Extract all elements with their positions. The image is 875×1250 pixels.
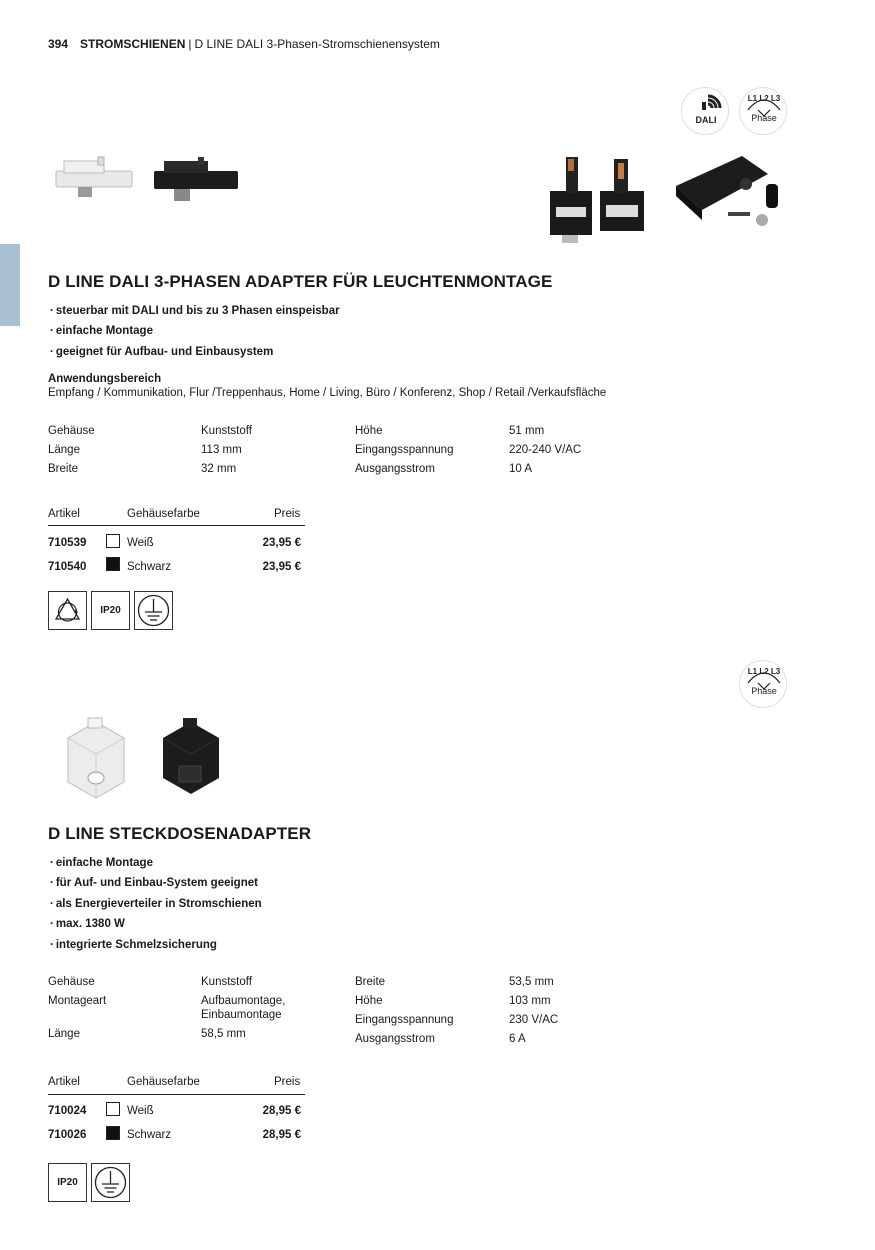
spec-label: Breite [355,976,386,988]
col-price: Preis [274,1076,301,1088]
table-divider [48,1094,305,1095]
col-price: Preis [274,508,301,520]
color-name: Weiß [127,537,154,549]
spec-value: 53,5 mm [509,976,554,988]
spec-label: Gehäuse [48,976,95,988]
feature-item: · steuerbar mit DALI und bis zu 3 Phasen einspeisbar [50,301,340,321]
adapter-white-image [54,155,134,205]
spec-value: Aufbaumontage, [201,995,286,1007]
spec-label: Ausgangsstrom [355,463,435,475]
adapter-kit-image [672,150,792,230]
article-number: 710024 [48,1105,87,1117]
col-color: Gehäusefarbe [127,1076,200,1088]
feature-item: · einfache Montage [50,321,340,341]
socket-adapter-black-image [153,716,229,802]
color-swatch-white [106,1102,120,1116]
article-number: 710540 [48,561,87,573]
application-text: Empfang / Kommunikation, Flur /Treppenhaus, Home / Living, Büro / Konferenz, Shop / Retail /Verkaufsfläche [48,387,607,399]
spec-value: 220-240 V/AC [509,444,582,456]
section-side-tab [0,244,20,326]
spec-value: 103 mm [509,995,551,1007]
spec-value: 32 mm [201,463,237,475]
color-swatch-white [106,534,120,548]
feature-item: · integrierte Schmelzsicherung [50,935,262,955]
protective-earth-icon [91,1163,130,1202]
product2-title: D LINE STECKDOSENADAPTER [48,824,312,843]
page-header [48,37,440,51]
product2-features [50,853,262,955]
col-article: Artikel [48,508,80,520]
feature-item: · für Auf- und Einbau-System geeignet [50,873,262,893]
phase-badge [739,660,787,708]
header-subtitle: D LINE DALI 3-Phasen-Stromschienensystem [194,37,440,51]
spec-label: Eingangsspannung [355,444,454,456]
spec-value: 230 V/AC [509,1014,559,1026]
dali-badge [681,87,729,135]
price: 23,95 € [262,537,301,549]
color-swatch-black [106,557,120,571]
spec-value: 6 A [509,1033,526,1045]
feature-item: · geeignet für Aufbau- und Einbausystem [50,342,340,362]
col-color: Gehäusefarbe [127,508,200,520]
spec-label: Eingangsspannung [355,1014,454,1026]
ip20-label: IP20 [100,605,121,616]
spec-label: Länge [48,444,80,456]
dali-signal-icon [682,88,730,136]
table-divider [48,525,305,526]
feature-item: · max. 1380 W [50,914,262,934]
spec-label: Gehäuse [48,425,95,437]
color-swatch-black [106,1126,120,1140]
application-heading: Anwendungsbereich [48,373,162,385]
adapter-end-view-image [548,153,648,245]
spec-value: 58,5 mm [201,1028,246,1040]
product1-title: D LINE DALI 3-PHASEN ADAPTER FÜR LEUCHTENMONTAGE [48,272,553,291]
color-name: Weiß [127,1105,154,1117]
spec-label: Länge [48,1028,80,1040]
price: 28,95 € [262,1129,301,1141]
dali-badge-label: DALI [695,115,717,125]
spec-label: Ausgangsstrom [355,1033,435,1045]
feature-item: · einfache Montage [50,853,262,873]
spec-value: Kunststoff [201,425,252,437]
price: 23,95 € [262,561,301,573]
phase-badge [739,87,787,135]
rotatable-icon [48,591,87,630]
feature-item: · als Energieverteiler in Stromschienen [50,894,262,914]
article-number: 710539 [48,537,87,549]
spec-value: 10 A [509,463,533,475]
ip20-icon [48,1163,87,1202]
ip20-label: IP20 [57,1177,78,1188]
phase-badge-phases: L1 L2 L3 [747,94,781,103]
spec-label: Höhe [355,425,383,437]
spec-value: 113 mm [201,444,242,456]
socket-adapter-white-image [54,716,130,802]
spec-value: Einbaumontage [201,1009,282,1021]
col-article: Artikel [48,1076,80,1088]
color-name: Schwarz [127,1129,172,1141]
color-name: Schwarz [127,561,172,573]
section-title: STROMSCHIENEN [80,37,186,51]
header-separator: | [188,37,192,51]
page-number: 394 [48,37,69,51]
spec-value: 51 mm [509,425,545,437]
phase-badge-label: Phase [751,686,777,696]
spec-label: Breite [48,463,79,475]
protective-earth-icon [134,591,173,630]
price: 28,95 € [262,1105,301,1117]
spec-label: Höhe [355,995,383,1007]
adapter-black-image [152,155,240,210]
product1-features [50,301,340,362]
phase-badge-label: Phase [751,113,777,123]
ip20-icon [91,591,130,630]
article-number: 710026 [48,1129,87,1141]
spec-value: Kunststoff [201,976,252,988]
spec-label: Montageart [48,995,107,1007]
phase-badge-phases: L1 L2 L3 [747,667,781,676]
